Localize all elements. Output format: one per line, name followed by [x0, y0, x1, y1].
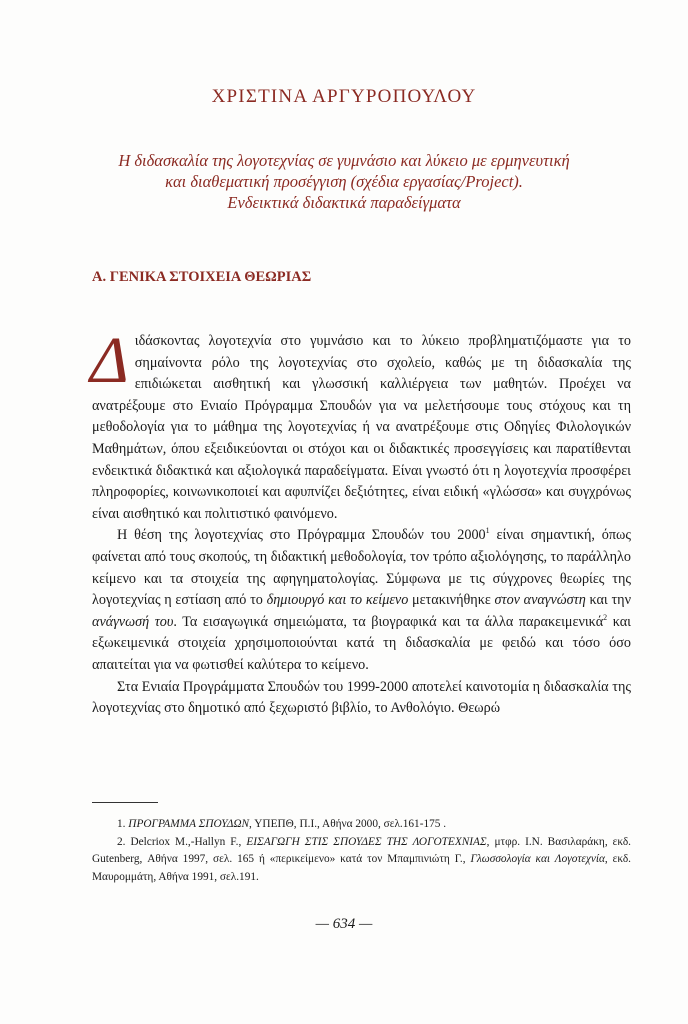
footnote-rule	[92, 802, 158, 803]
footnote-text: , ΥΠΕΠΘ, Π.Ι., Αθήνα 2000, σελ.161-175 .	[249, 818, 447, 830]
paragraph-1	[90, 324, 631, 525]
italic-phrase: ανάγνωσή του	[92, 613, 174, 630]
paragraph-2-text: . Τα εισαγωγικά σημειώματα, τα βιογραφικά και τα άλλα παρακειμενικά	[173, 613, 604, 630]
article-title	[70, 150, 618, 213]
italic-phrase: στον αναγνώστη	[494, 592, 586, 609]
footnote-italic: Γλωσσολογία και Λογοτεχνία	[470, 853, 605, 865]
title-line-3: Ενδεικτικά διδακτικά παραδείγματα	[227, 193, 461, 212]
paragraph-1-text: ιδάσκοντας λογοτεχνία στο γυμνάσιο και το λύκειο προβληματιζόμαστε για το σημαίνοντα ρόλο της λογοτεχνίας στο σχολείο, καθώς με τη διδασκαλία της επιδιώκεται αισθητική και γλωσσική καλλιέργεια των μαθητών. Προέχει να ανατρέξουμε στο Ενιαίο Πρόγραμμα Σπουδών για να μελετήσουμε τους στόχους και τη μεθοδολογία για το μάθημα της λογοτεχνίας ή να ανατρέξουμε στις Οδηγίες Φιλολογικών Μαθημάτων, όπου εξειδικεύονται οι στόχοι και οι διδακτικές προσεγγίσεις και παρατίθενται ενδεικτικά διδακτικά και αξιολογικά παραδείγματα. Είναι γνωστό ότι η λογοτεχνία προσφέρει πληροφορίες, κοινωνικοποιεί και αφυπνίζει δεξιότητες, είναι ειδική «γλώσσα» και συγχρόνως είναι αισθητικό και πολιτιστικό φαινόμενο.	[92, 333, 631, 522]
footnote-number: 1.	[117, 818, 129, 830]
paragraph-2-text: και την	[585, 592, 631, 609]
footnote-text: 2. Delcriox M.,-Hallyn F.,	[117, 835, 247, 848]
body-text	[90, 324, 632, 720]
footnote-text: , μτφρ. Ι.Ν. Βασιλαράκη, εκδ. Gutenberg, Αθήνα 1997, σελ. 165 ή «περικείμενο» κατά τον Μπαμπινιώτη Γ.,	[92, 835, 631, 865]
footnote-italic: ΕΙΣΑΓΩΓΗ ΣΤΙΣ ΣΠΟΥΔΕΣ ΤΗΣ ΛΟΓΟΤΕΧΝΙΑΣ	[246, 835, 487, 848]
footnotes	[92, 816, 631, 886]
paragraph-2-text: Η θέση της λογοτεχνίας στο Πρόγραμμα Σπουδών του 2000	[117, 527, 486, 544]
title-line-1: Η διδασκαλία της λογοτεχνίας σε γυμνάσιο και λύκειο με ερμηνευτική	[118, 151, 570, 170]
section-heading: Α. ΓΕΝΙΚΑ ΣΤΟΙΧΕΙΑ ΘΕΩΡΙΑΣ	[92, 269, 312, 285]
paragraph-2	[92, 525, 631, 676]
footnote-ref-2: 2	[603, 612, 608, 622]
footnote-text: , εκδ. Μαυρομμάτη, Αθήνα 1991, σελ.191.	[92, 853, 631, 883]
paragraph-3: Στα Ενιαία Προγράμματα Σπουδών του 1999-2000 αποτελεί καινοτομία η διδασκαλία της λογοτεχνίας στο δημοτικό από ξεχωριστό βιβλίο, το Ανθολόγιο. Θεωρώ	[92, 678, 631, 717]
footnote-2	[92, 834, 631, 887]
italic-phrase: δημιουργό και το κείμενο	[266, 592, 409, 609]
paragraph-2-text: είναι σημαντική, όπως φαίνεται από τους σκοπούς, τη διδακτική μεθοδολογία, τον τρόπο αξιολόγησης, το παράλληλο κείμενο και τα στοιχεία της αφηγηματολογίας. Σύμφωνα με τις σύγχρονες θεωρίες της λογοτεχνίας η εστίαση από το	[92, 527, 632, 609]
paragraph-2-text: μετακινήθηκε	[408, 592, 495, 609]
author-name: ΧΡΙΣΤΙΝΑ ΑΡΓΥΡΟΠΟΥΛΟΥ	[211, 86, 477, 107]
drop-cap: Δ	[90, 324, 129, 397]
page-number: — 634 —	[315, 916, 373, 932]
footnote-1	[92, 816, 631, 834]
paragraph-2-text: και εξωκειμενικά στοιχεία χρησιμοποιούνται κατά τη διδασκαλία με φειδώ και τόσο όσο απαιτείται για να φωτισθεί καλύτερα το κείμενο.	[92, 613, 631, 673]
footnote-italic: ΠΡΟΓΡΑΜΜΑ ΣΠΟΥΔΩΝ	[128, 818, 250, 830]
footnote-ref-1: 1	[485, 526, 490, 536]
title-line-2: και διαθεματική προσέγγιση (σχέδια εργασίας/Project).	[165, 172, 523, 191]
